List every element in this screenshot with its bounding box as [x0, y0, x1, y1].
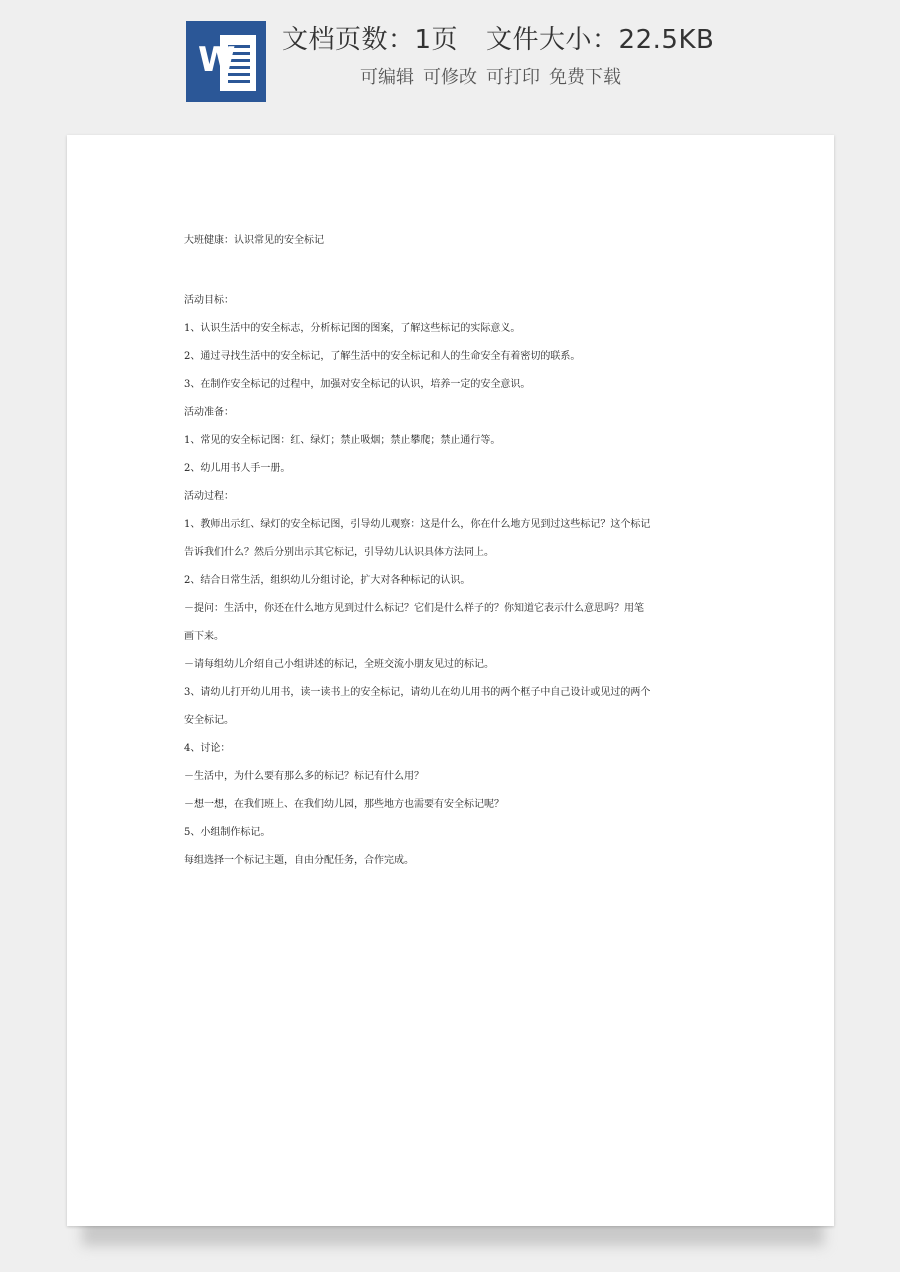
doc-paragraph: －提问：生活中，你还在什么地方见到过什么标记？它们是什么样子的？你知道它表示什么意思吗？用笔	[184, 603, 644, 614]
document-info-header	[0, 0, 900, 120]
document-page	[67, 135, 834, 1226]
doc-paragraph: 3、请幼儿打开幼儿用书，读一读书上的安全标记，请幼儿在幼儿用书的两个框子中自己设计或见过的两个	[184, 687, 651, 698]
page-count-label: 文档页数：1页	[282, 25, 459, 55]
doc-paragraph: －生活中，为什么要有那么多的标记？标记有什么用？	[184, 771, 424, 782]
doc-paragraph: 1、教师出示红、绿灯的安全标记图，引导幼儿观察：这是什么，你在什么地方见到过这些标记？这个标记	[184, 519, 651, 530]
doc-paragraph: 5、小组制作标记。	[184, 827, 271, 838]
doc-paragraph: 安全标记。	[184, 715, 234, 726]
document-meta	[282, 23, 714, 57]
doc-paragraph: 2、通过寻找生活中的安全标记，了解生活中的安全标记和人的生命安全有着密切的联系。	[184, 351, 581, 362]
doc-paragraph: 活动准备：	[184, 407, 234, 418]
feature-modifiable: 可修改	[423, 67, 477, 88]
word-document-icon	[186, 21, 266, 102]
doc-paragraph: －想一想，在我们班上、在我们幼儿园，那些地方也需要有安全标记呢？	[184, 799, 504, 810]
doc-paragraph: 告诉我们什么？然后分别出示其它标记，引导幼儿认识具体方法同上。	[184, 547, 494, 558]
doc-paragraph: 每组选择一个标记主题，自由分配任务，合作完成。	[184, 855, 414, 866]
document-title: 大班健康：认识常见的安全标记	[184, 235, 324, 246]
feature-editable: 可编辑	[360, 67, 414, 88]
doc-paragraph: 1、常见的安全标记图：红、绿灯；禁止吸烟；禁止攀爬；禁止通行等。	[184, 435, 501, 446]
doc-paragraph: 2、幼儿用书人手一册。	[184, 463, 291, 474]
feature-free-download: 免费下载	[549, 67, 621, 88]
file-size-label: 文件大小：22.5KB	[486, 25, 715, 55]
doc-paragraph: 4、讨论：	[184, 743, 231, 754]
document-content	[184, 231, 724, 875]
doc-paragraph: 2、结合日常生活，组织幼儿分组讨论，扩大对各种标记的认识。	[184, 575, 471, 586]
doc-paragraph: 3、在制作安全标记的过程中，加强对安全标记的认识，培养一定的安全意识。	[184, 379, 531, 390]
feature-printable: 可打印	[486, 67, 540, 88]
doc-paragraph: 活动目标：	[184, 295, 234, 306]
doc-paragraph: 1、认识生活中的安全标志，分析标记图的图案，了解这些标记的实际意义。	[184, 323, 521, 334]
doc-paragraph: －请每组幼儿介绍自己小组讲述的标记，全班交流小朋友见过的标记。	[184, 659, 494, 670]
doc-paragraph: 画下来。	[184, 631, 224, 642]
feature-list	[360, 66, 630, 90]
word-icon-letter: W	[198, 40, 236, 80]
doc-paragraph: 活动过程：	[184, 491, 234, 502]
